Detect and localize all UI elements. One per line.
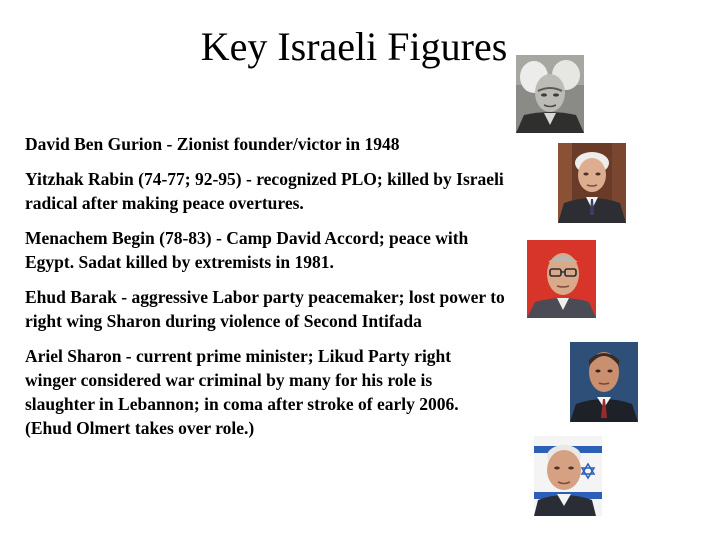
figure-ben-gurion-text: David Ben Gurion - Zionist founder/victor in 1948 [25, 134, 400, 154]
begin-photo [527, 240, 596, 318]
slide-title: Key Israeli Figures [200, 24, 508, 69]
figure-rabin-text: Yitzhak Rabin (74-77; 92-95) - recognized PLO; killed by Israeli radical after making peace overtures. [25, 169, 504, 213]
figure-begin-text: Menachem Begin (78-83) - Camp David Accord; peace with Egypt. Sadat killed by extremists in 1981. [25, 228, 469, 272]
sharon-photo [534, 436, 602, 516]
figures-list [25, 132, 505, 451]
ben-gurion-photo [516, 55, 584, 133]
barak-photo [570, 342, 638, 422]
ben-gurion-portrait [516, 55, 584, 133]
begin-portrait [527, 240, 596, 318]
sharon-portrait [534, 436, 602, 516]
figure-sharon-text: Ariel Sharon - current prime minister; Likud Party right winger considered war criminal by many for his role is slaughter in Lebannon; in coma after stroke of early 2006. (Ehud Olmert takes over role.) [25, 346, 459, 438]
figure-barak-text: Ehud Barak - aggressive Labor party peacemaker; lost power to right wing Sharon during violence of Second Intifada [25, 287, 505, 331]
barak-portrait [570, 342, 638, 422]
rabin-photo [558, 143, 626, 223]
rabin-portrait [558, 143, 626, 223]
